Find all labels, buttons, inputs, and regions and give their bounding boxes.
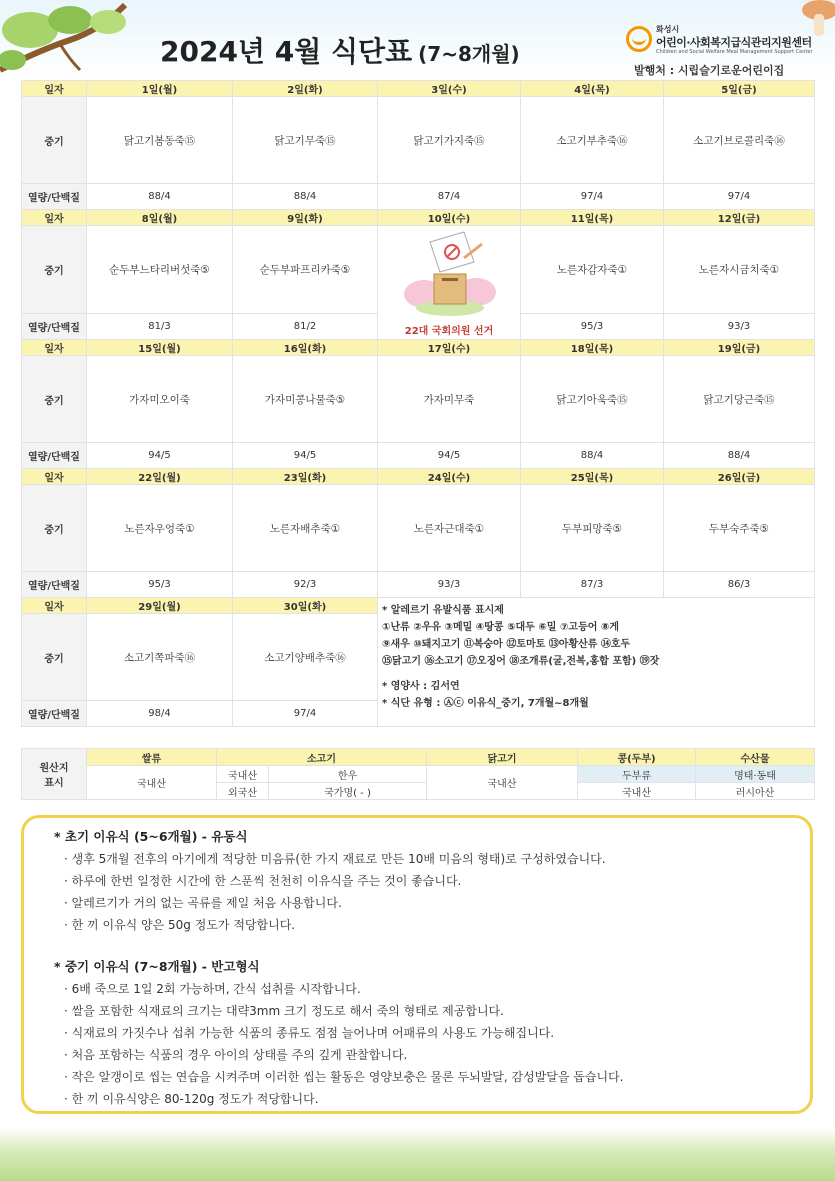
- day-cell: 29일(월): [87, 598, 233, 614]
- info-line: · 알레르기가 거의 없는 곡류를 제일 처음 사용합니다.: [64, 896, 342, 910]
- day-cell: 18일(목): [521, 340, 664, 356]
- day-cell: 16일(화): [233, 340, 378, 356]
- logo-name: 어린이·사회복지급식관리지원센터: [656, 36, 812, 49]
- origin-header-chicken: 닭고기: [427, 749, 578, 766]
- food-cell: 소고기부추죽⑯: [521, 97, 664, 184]
- food-cell: 닭고기가지죽⑮: [378, 97, 521, 184]
- day-row: [22, 81, 815, 97]
- food-cell: 두부피망죽⑤: [521, 485, 664, 572]
- origin-header-rice: 쌀류: [87, 749, 217, 766]
- origin-beef-foreign-value: 국가명( - ): [269, 783, 427, 800]
- nutritionist: * 영양사 : 김서연: [382, 681, 460, 692]
- origin-rice-value: 국내산: [87, 766, 217, 800]
- origin-chicken-value: 국내산: [427, 766, 578, 800]
- energy-label: 열량/단백질: [22, 701, 87, 727]
- early-weaning-title: * 초기 이유식 (5~6개월) - 유동식: [54, 829, 248, 844]
- info-line: · 처음 포함하는 식품의 경우 아이의 상태를 주의 깊게 관찰합니다.: [64, 1048, 408, 1062]
- energy-cell: 88/4: [87, 184, 233, 210]
- origin-beef-domestic-value: 한우: [269, 766, 427, 783]
- food-row: [22, 356, 815, 443]
- food-cell: 가자미무죽: [378, 356, 521, 443]
- energy-row: [22, 443, 815, 469]
- info-line: · 쌀을 포함한 식재료의 크기는 대략3mm 크기 정도로 해서 죽의 형태로 제공합니다.: [64, 1004, 504, 1018]
- day-cell: 4일(목): [521, 81, 664, 97]
- allergy-line: ⑮닭고기 ⑯소고기 ⑰오징어 ⑱조개류(굴,전복,홍합 포함) ⑲잣: [382, 656, 660, 667]
- food-cell: 소고기쪽파죽⑯: [87, 614, 233, 701]
- day-cell: 23일(화): [233, 469, 378, 485]
- food-row: [22, 97, 815, 184]
- day-cell-holiday: 10일(수): [378, 210, 521, 226]
- energy-cell: 92/3: [233, 572, 378, 598]
- food-label: 중기: [22, 614, 87, 701]
- mid-weaning-title: * 중기 이유식 (7~8개월) - 반고형식: [54, 959, 260, 974]
- day-cell: 19일(금): [664, 340, 815, 356]
- day-label: 일자: [22, 210, 87, 226]
- food-cell: 닭고기무죽⑮: [233, 97, 378, 184]
- day-cell: 8일(월): [87, 210, 233, 226]
- allergy-title: * 알레르기 유발식품 표시제: [382, 605, 504, 616]
- allergy-notice: [378, 598, 815, 727]
- ballot-box-icon: [400, 228, 500, 318]
- day-cell: 26일(금): [664, 469, 815, 485]
- weaning-info-box: [21, 815, 813, 1114]
- food-cell: 노른자근대죽①: [378, 485, 521, 572]
- info-line: · 한 끼 이유식양은 80-120g 정도가 적당합니다.: [64, 1092, 319, 1106]
- mushroom-illustration: [790, 0, 835, 40]
- day-label: 일자: [22, 598, 87, 614]
- day-cell: 17일(수): [378, 340, 521, 356]
- energy-cell: 81/2: [233, 313, 378, 339]
- food-row: [22, 485, 815, 572]
- energy-cell: 81/3: [87, 313, 233, 339]
- info-line: · 작은 알갱이로 씹는 연습을 시켜주며 이러한 씹는 활동은 영양보충은 물론 두뇌발달, 감성발달을 돕습니다.: [64, 1070, 624, 1084]
- food-label: 중기: [22, 356, 87, 443]
- energy-label: 열량/단백질: [22, 184, 87, 210]
- energy-cell: 93/3: [378, 572, 521, 598]
- day-cell: 3일(수): [378, 81, 521, 97]
- holiday-caption: 22대 국회의원 선거: [404, 326, 494, 337]
- day-row: [22, 210, 815, 226]
- day-cell: 5일(금): [664, 81, 815, 97]
- origin-table: [21, 748, 815, 800]
- day-cell: 15일(월): [87, 340, 233, 356]
- day-cell: 11일(목): [521, 210, 664, 226]
- day-label: 일자: [22, 340, 87, 356]
- day-label: 일자: [22, 81, 87, 97]
- food-label: 중기: [22, 485, 87, 572]
- day-row: [22, 598, 815, 614]
- food-cell: 두부숙주죽⑤: [664, 485, 815, 572]
- food-cell: 닭고기아욱죽⑮: [521, 356, 664, 443]
- food-cell: 노른자배추죽①: [233, 485, 378, 572]
- food-cell: 소고기브로콜리죽⑯: [664, 97, 815, 184]
- day-cell: 24일(수): [378, 469, 521, 485]
- energy-row: [22, 572, 815, 598]
- day-cell: 30일(화): [233, 598, 378, 614]
- tree-branch-illustration: [0, 0, 140, 80]
- day-row: [22, 340, 815, 356]
- publisher: 발행처 : 시립슬기로운어린이집: [634, 64, 785, 77]
- energy-label: 열량/단백질: [22, 572, 87, 598]
- food-cell: 닭고기당근죽⑮: [664, 356, 815, 443]
- energy-cell: 87/4: [378, 184, 521, 210]
- grass-ground-illustration: [0, 1128, 835, 1181]
- energy-cell: 98/4: [87, 701, 233, 727]
- food-row: [22, 226, 815, 314]
- origin-bean-item: 두부류: [578, 766, 696, 783]
- day-cell: 22일(월): [87, 469, 233, 485]
- energy-label: 열량/단백질: [22, 313, 87, 339]
- food-cell: 노른자감자죽①: [521, 226, 664, 314]
- origin-header-fish: 수산물: [696, 749, 815, 766]
- origin-header-beef: 소고기: [217, 749, 427, 766]
- allergy-line: ①난류 ②우유 ③메밀 ④땅콩 ⑤대두 ⑥밀 ⑦고등어 ⑧게: [382, 622, 620, 633]
- food-cell: 소고기양배추죽⑯: [233, 614, 378, 701]
- energy-cell: 97/4: [233, 701, 378, 727]
- origin-beef-domestic-label: 국내산: [217, 766, 269, 783]
- origin-header-bean: 콩(두부): [578, 749, 696, 766]
- energy-cell: 87/3: [521, 572, 664, 598]
- energy-cell: 94/5: [233, 443, 378, 469]
- energy-cell: 94/5: [378, 443, 521, 469]
- origin-bean-value: 국내산: [578, 783, 696, 800]
- info-line: · 생후 5개월 전후의 아기에게 적당한 미음류(한 가지 재료로 만든 10배 미음의 형태)로 구성하였습니다.: [64, 852, 606, 866]
- energy-cell: 86/3: [664, 572, 815, 598]
- energy-cell: 97/4: [664, 184, 815, 210]
- menu-table: [21, 80, 815, 727]
- energy-cell: 95/3: [521, 313, 664, 339]
- day-cell: 25일(목): [521, 469, 664, 485]
- day-cell: 1일(월): [87, 81, 233, 97]
- food-cell: 노른자시금치죽①: [664, 226, 815, 314]
- origin-fish-value: 러시아산: [696, 783, 815, 800]
- origin-fish-item: 명태·동태: [696, 766, 815, 783]
- food-cell: 가자미오이죽: [87, 356, 233, 443]
- day-row: [22, 469, 815, 485]
- food-cell: 순두부느타리버섯죽⑤: [87, 226, 233, 314]
- logo-city: 화성시: [656, 25, 680, 34]
- energy-cell: 95/3: [87, 572, 233, 598]
- energy-cell: 88/4: [233, 184, 378, 210]
- info-line: · 하루에 한번 일정한 시간에 한 스푼씩 천천히 이유식을 주는 것이 좋습니다.: [64, 874, 462, 888]
- origin-label: 원산지 표시: [22, 749, 87, 800]
- energy-row: [22, 184, 815, 210]
- allergy-line: ⑨새우 ⑩돼지고기 ⑪복숭아 ⑫토마토 ⑬아황산류 ⑭호두: [382, 639, 631, 650]
- energy-label: 열량/단백질: [22, 443, 87, 469]
- food-label: 중기: [22, 97, 87, 184]
- energy-cell: 88/4: [521, 443, 664, 469]
- energy-cell: 94/5: [87, 443, 233, 469]
- info-line: · 식재료의 가짓수나 섭취 가능한 식품의 종류도 점점 늘어나며 어패류의 사용도 가능해집니다.: [64, 1026, 555, 1040]
- energy-cell: 97/4: [521, 184, 664, 210]
- food-cell: 순두부파프리카죽⑤: [233, 226, 378, 314]
- info-line: · 한 끼 이유식 양은 50g 정도가 적당합니다.: [64, 918, 296, 932]
- food-cell: 노른자우엉죽①: [87, 485, 233, 572]
- food-label: 중기: [22, 226, 87, 314]
- info-line: · 6배 죽으로 1일 2회 가능하며, 간식 섭취를 시작합니다.: [64, 982, 361, 996]
- day-cell: 9일(화): [233, 210, 378, 226]
- logo-english: Children and Social Welfare Meal Management Support Center: [656, 49, 813, 55]
- origin-beef-foreign-label: 외국산: [217, 783, 269, 800]
- day-label: 일자: [22, 469, 87, 485]
- election-holiday-cell: [378, 226, 521, 340]
- page-title: 2024년 4월 식단표 (7~8개월): [160, 35, 520, 68]
- day-cell: 2일(화): [233, 81, 378, 97]
- food-cell: 닭고기봄동죽⑮: [87, 97, 233, 184]
- day-cell: 12일(금): [664, 210, 815, 226]
- energy-cell: 88/4: [664, 443, 815, 469]
- food-cell: 가자미콩나물죽⑤: [233, 356, 378, 443]
- diet-type: * 식단 유형 : Ⓐⓒ 이유식_중기, 7개월~8개월: [382, 698, 589, 709]
- energy-cell: 93/3: [664, 313, 815, 339]
